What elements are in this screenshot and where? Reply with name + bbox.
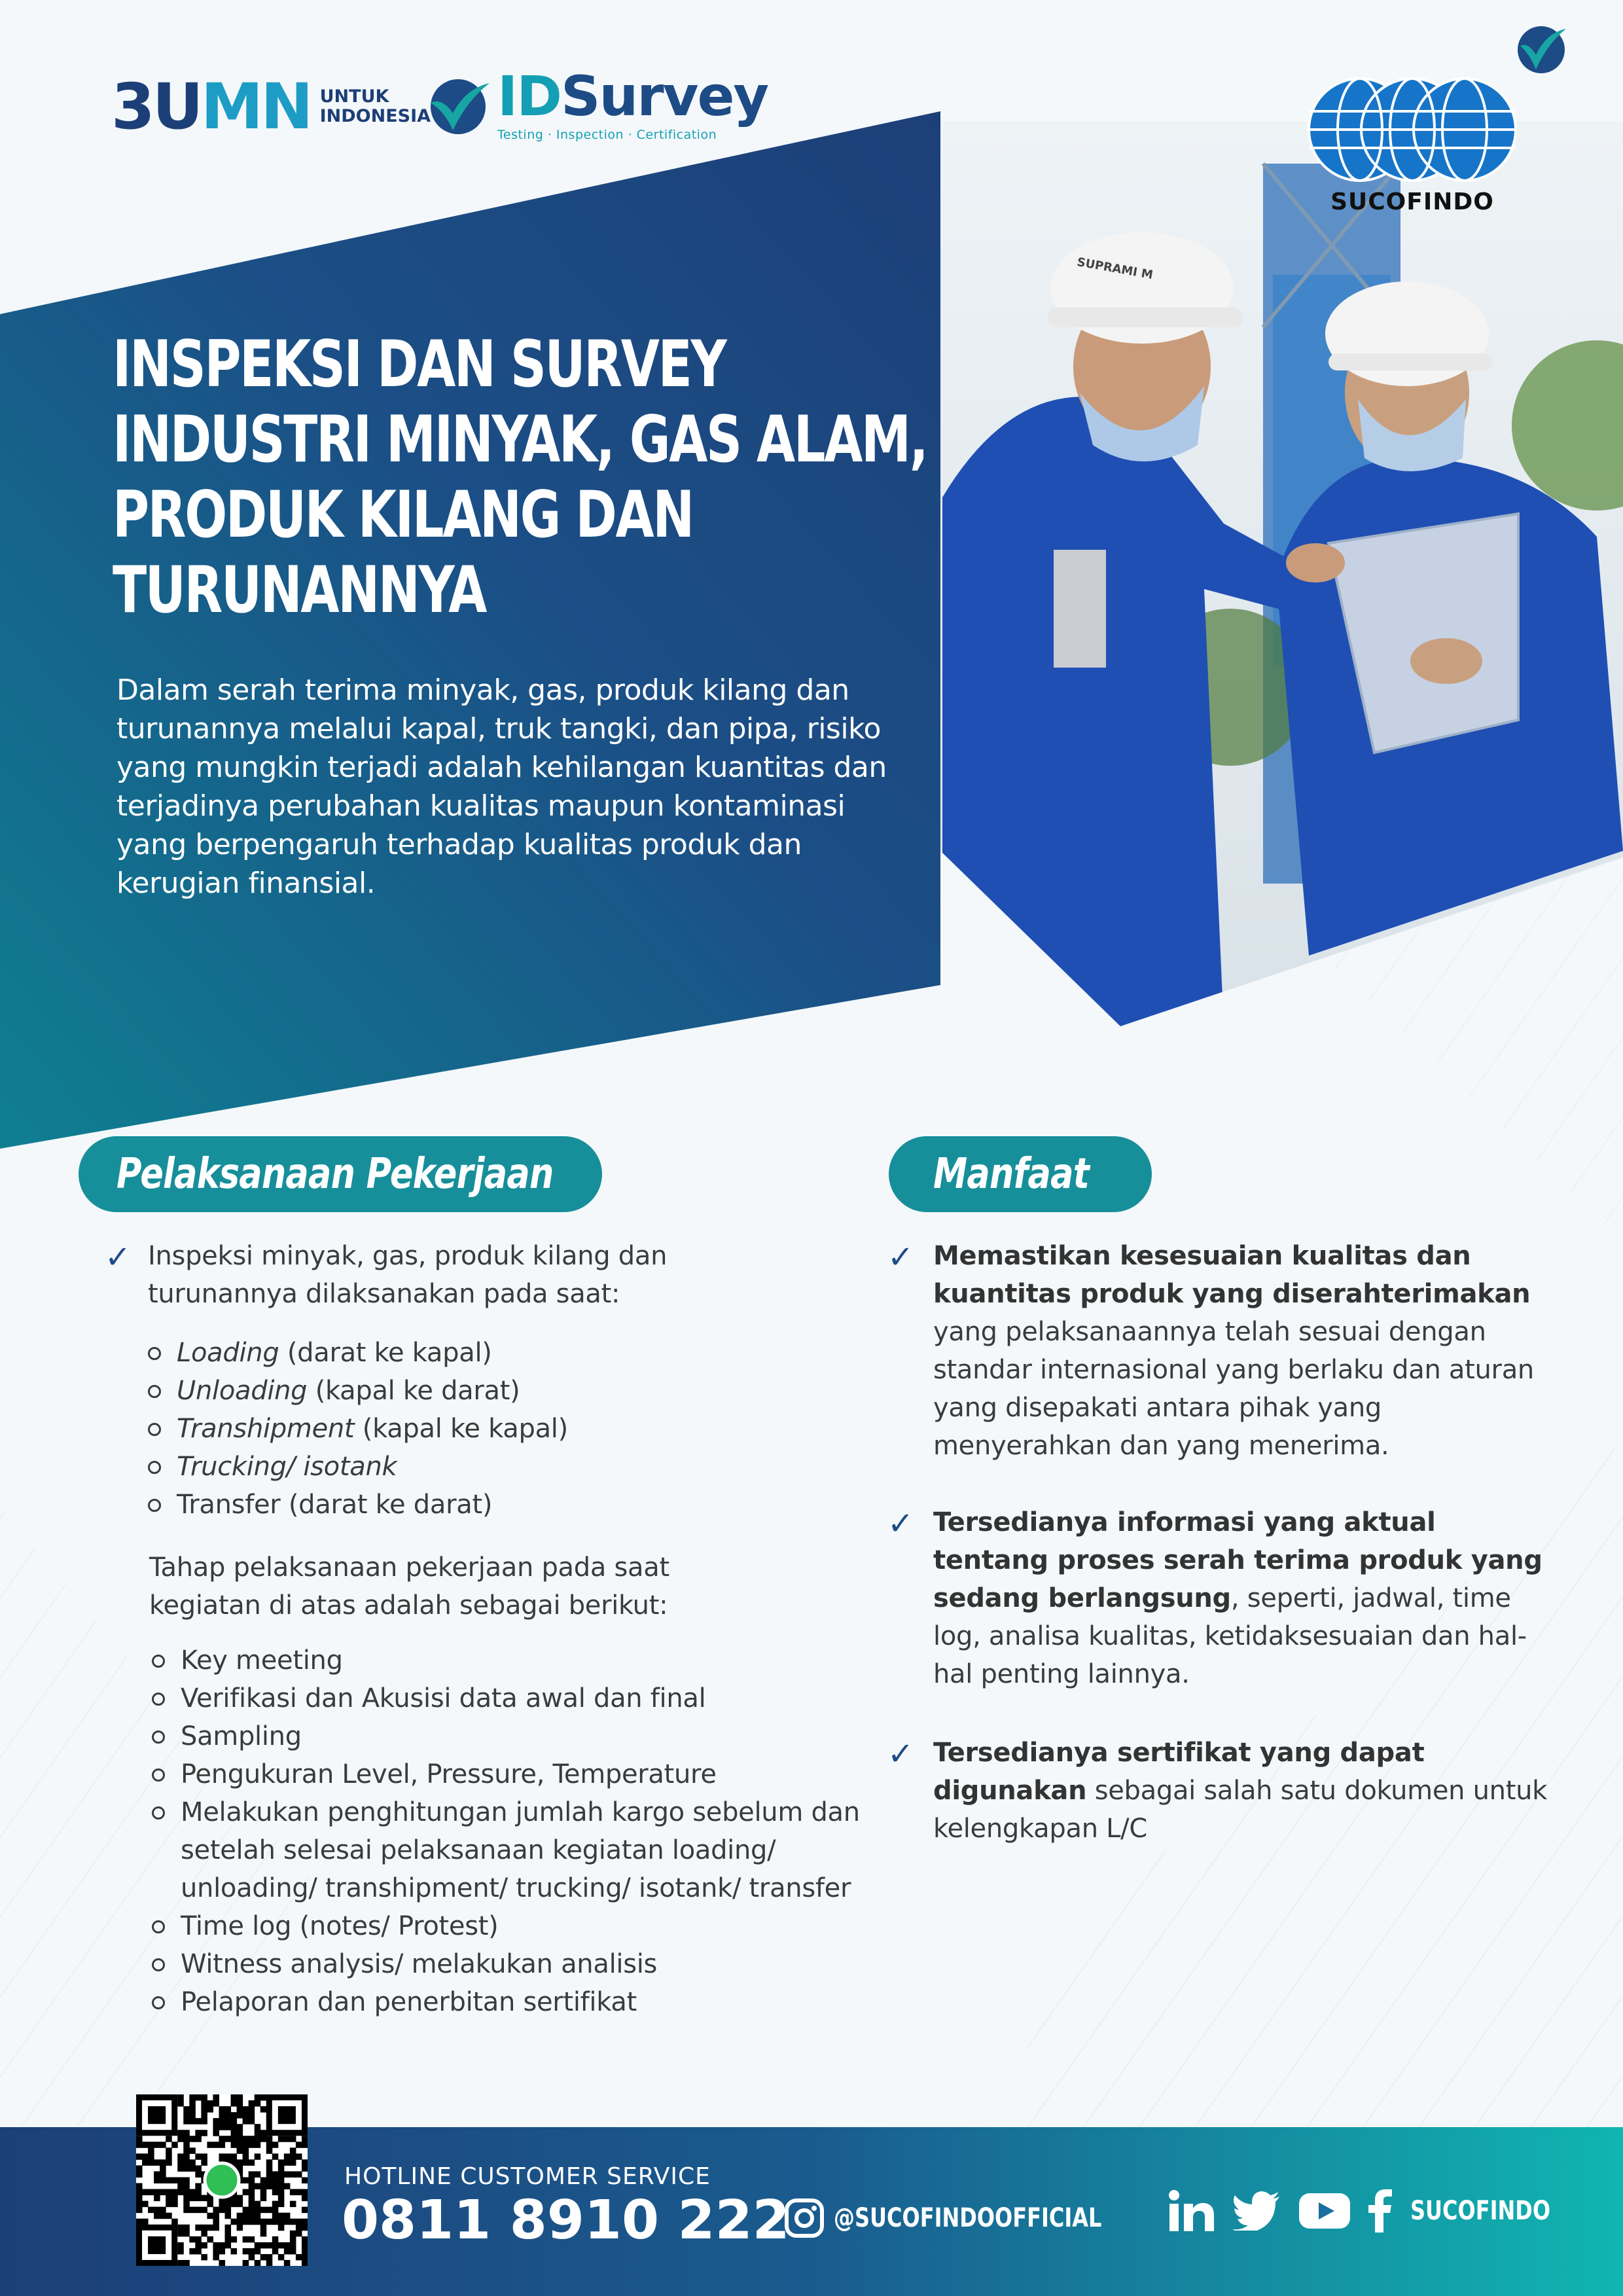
sucofindo-globes-icon [1308, 72, 1517, 183]
title-line-2: INDUSTRI MINYAK, GAS ALAM, [113, 403, 927, 477]
twitter-icon[interactable] [1232, 2191, 1281, 2231]
moments-list [148, 1334, 802, 1524]
facebook-icon[interactable] [1368, 2189, 1392, 2233]
instagram-link[interactable] [784, 2198, 1169, 2238]
intro-paragraph: Dalam serah terima minyak, gas, produk kilang dan turunannya melalui kapal, truk tangki, dan pipa, risiko yang mungkin terjadi adalah kehilangan kuantitas dan terjadinya perubahan kualitas maupun kontaminasi yang berpengaruh terhadap kualitas produk dan kerugian finansial. [116, 673, 887, 900]
social-handle: SUCOFINDO [1410, 2196, 1551, 2226]
check-icon: ✓ [887, 1736, 914, 1772]
stages-intro: Tahap pelaksanaan pekerjaan pada saat kegiatan di atas adalah sebagai berikut: [149, 1552, 669, 1621]
section-heading-manfaat: Manfaat [889, 1136, 1152, 1212]
helmet-label: SUPRAMI M [1076, 255, 1154, 283]
instagram-handle: @SUCOFINDOOFFICIAL [834, 2203, 1102, 2233]
idsurvey-logo [425, 64, 768, 142]
check-icon: ✓ [887, 1239, 914, 1276]
workers-photo [940, 121, 1623, 1026]
bumn-tagline-1: UNTUK [319, 86, 389, 107]
title-line-1: INSPEKSI DAN SURVEY [113, 327, 726, 402]
sucofindo-logo [1308, 72, 1517, 215]
list-item: Pengukuran Level, Pressure, Temperature [152, 1755, 872, 1793]
qr-code[interactable] [136, 2094, 308, 2266]
hotline-label: HOTLINE CUSTOMER SERVICE [344, 2163, 711, 2190]
idsurvey-name: Survey [560, 64, 768, 128]
list-item: Unloading (kapal ke darat) [148, 1372, 802, 1410]
check-icon: ✓ [105, 1239, 132, 1276]
benefit-item: Tersedianya sertifikat yang dapat digunakan sebagai salah satu dokumen untuk kelengkapan L/C [933, 1738, 1548, 1844]
stages-list [152, 1641, 872, 2021]
list-item: Key meeting [152, 1641, 872, 1679]
title-line-3: PRODUK KILANG DAN [113, 478, 693, 552]
list-item: Trucking/ isotank [148, 1448, 802, 1486]
list-item: Transhipment (kapal ke kapal) [148, 1410, 802, 1448]
benefit-item: Memastikan kesesuaian kualitas dan kuantitas produk yang diserahterimakan yang pelaksanaannya telah sesuai dengan standar internasional yang berlaku dan aturan yang disepakati antara pihak yang menyerahkan dan yang menerima. [933, 1241, 1534, 1461]
bumn-tagline-2: INDONESIA [319, 106, 431, 126]
pelaksanaan-intro: Inspeksi minyak, gas, produk kilang dan turunannya dilaksanakan pada saat: [148, 1241, 668, 1309]
list-item: Time log (notes/ Protest) [152, 1907, 872, 1945]
sucofindo-wordmark: SUCOFINDO [1330, 188, 1494, 215]
title-line-4: TURUNANNYA [113, 553, 486, 628]
bumn-logo: 3UMN UNTUK INDONESIA [111, 70, 431, 143]
page-title [113, 327, 927, 628]
list-item: Sampling [152, 1717, 872, 1755]
list-item: Pelaporan dan penerbitan sertifikat [152, 1983, 872, 2021]
hotline-number[interactable]: 0811 8910 222 [342, 2189, 790, 2251]
check-icon: ✓ [887, 1505, 914, 1542]
list-item: Melakukan penghitungan jumlah kargo sebelum dan setelah selesai pelaksanaan kegiatan loading/ unloading/ transhipment/ trucking/ isotank/ transfer [152, 1793, 872, 1907]
list-item: Transfer (darat ke darat) [148, 1486, 802, 1524]
linkedin-icon[interactable] [1168, 2189, 1214, 2233]
section-heading-pelaksanaan: Pelaksanaan Pekerjaan [79, 1136, 602, 1212]
idsurvey-tagline: Testing · Inspection · Certification [497, 128, 717, 142]
qr-code-image [136, 2094, 308, 2266]
benefit-item: Tersedianya informasi yang aktual tentang proses serah terima produk yang sedang berlangsung, seperti, jadwal, time log, analisa kualitas, ketidaksesuaian dan hal-hal penting lainnya. [933, 1507, 1543, 1689]
list-item: Loading (darat ke kapal) [148, 1334, 802, 1372]
instagram-icon [784, 2198, 825, 2238]
social-links [1168, 2189, 1586, 2233]
idsurvey-id: ID [497, 64, 561, 128]
idsurvey-badge-icon [1514, 24, 1569, 76]
idsurvey-check-icon [425, 74, 491, 137]
youtube-icon[interactable] [1299, 2192, 1350, 2230]
list-item: Witness analysis/ melakukan analisis [152, 1945, 872, 1983]
list-item: Verifikasi dan Akusisi data awal dan final [152, 1679, 872, 1717]
